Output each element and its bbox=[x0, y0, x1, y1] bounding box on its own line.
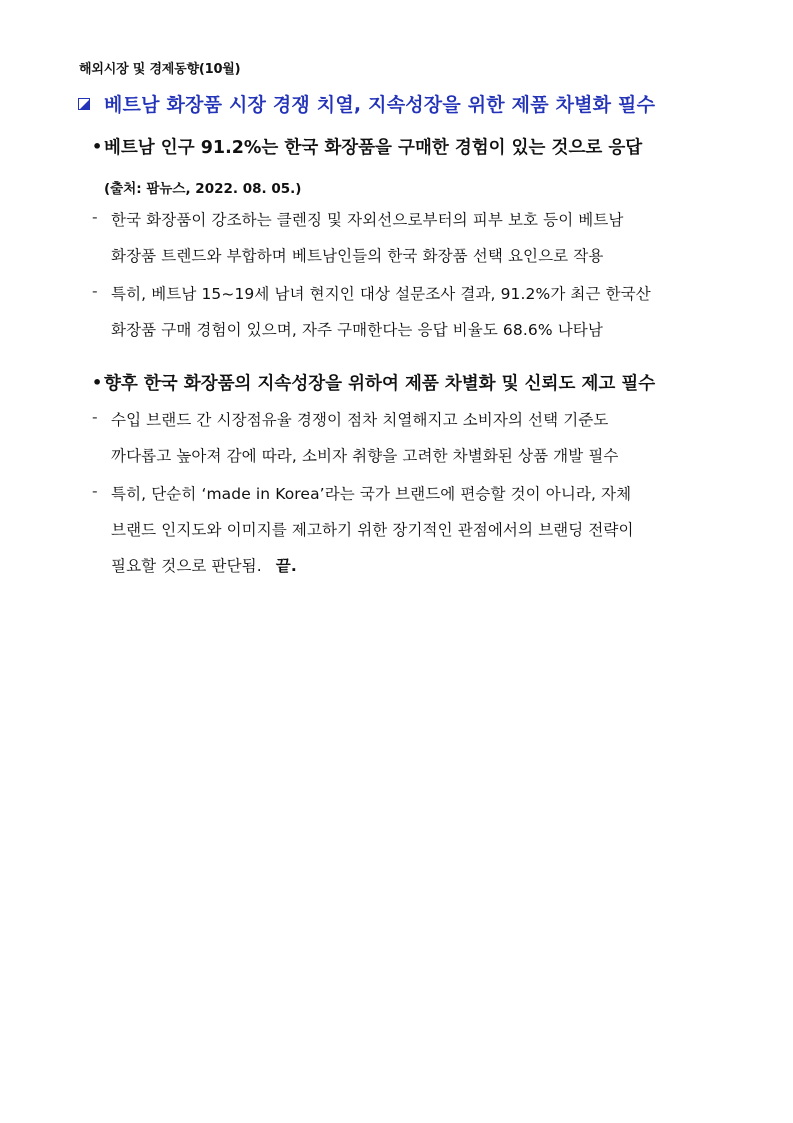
bullet-icon: • bbox=[92, 373, 103, 392]
section-1-item-1-line-2: 화장품 트렌드와 부합하며 베트남인들의 한국 화장품 선택 요인으로 작용 bbox=[111, 247, 604, 265]
bullet-icon: • bbox=[92, 137, 103, 156]
section-1-item-2-line-1: 특히, 베트남 15~19세 남녀 현지인 대상 설문조사 결과, 91.2%가 최근 한국산 bbox=[111, 285, 651, 303]
article-title-row bbox=[78, 90, 655, 117]
source-citation: (출처: 팜뉴스, 2022. 08. 05.) bbox=[104, 181, 302, 197]
end-mark: 끝. bbox=[275, 557, 297, 575]
dash-marker: - bbox=[92, 408, 98, 426]
section-2-heading-row bbox=[92, 370, 655, 395]
article-title: 베트남 화장품 시장 경쟁 치열, 지속성장을 위한 제품 차별화 필수 bbox=[104, 94, 656, 116]
section-1-item-1-line-1: 한국 화장품이 강조하는 클렌징 및 자외선으로부터의 피부 보호 등이 베트남 bbox=[111, 211, 624, 229]
section-2-item-2-line-2: 브랜드 인지도와 이미지를 제고하기 위한 장기적인 관점에서의 브랜딩 전략이 bbox=[111, 521, 634, 539]
report-header: 해외시장 및 경제동향(10월) bbox=[79, 62, 241, 77]
section-2-heading: 향후 한국 화장품의 지속성장을 위하여 제품 차별화 및 신뢰도 제고 필수 bbox=[104, 374, 656, 394]
section-2-item-2-line-3: 필요할 것으로 판단됨. bbox=[111, 557, 262, 575]
section-1-item-2-line-2: 화장품 구매 경험이 있으며, 자주 구매한다는 응답 비율도 68.6% 나타남 bbox=[111, 321, 603, 339]
dash-marker: - bbox=[92, 208, 98, 226]
section-1-heading-row bbox=[92, 134, 642, 159]
section-2-item-2-line-1: 특히, 단순히 ‘made in Korea’라는 국가 브랜드에 편승할 것이 아니라, 자체 bbox=[111, 485, 632, 503]
dash-marker: - bbox=[92, 282, 98, 300]
section-2-item-2-line-3-row bbox=[111, 554, 297, 576]
section-2-item-1-line-1: 수입 브랜드 간 시장점유율 경쟁이 점차 치열해지고 소비자의 선택 기준도 bbox=[111, 411, 609, 429]
dash-marker: - bbox=[92, 482, 98, 500]
section-2-item-1-line-2: 까다롭고 높아져 감에 따라, 소비자 취향을 고려한 차별화된 상품 개발 필수 bbox=[111, 447, 619, 465]
corner-square-icon bbox=[78, 98, 90, 110]
section-1-heading: 베트남 인구 91.2%는 한국 화장품을 구매한 경험이 있는 것으로 응답 bbox=[104, 138, 643, 158]
